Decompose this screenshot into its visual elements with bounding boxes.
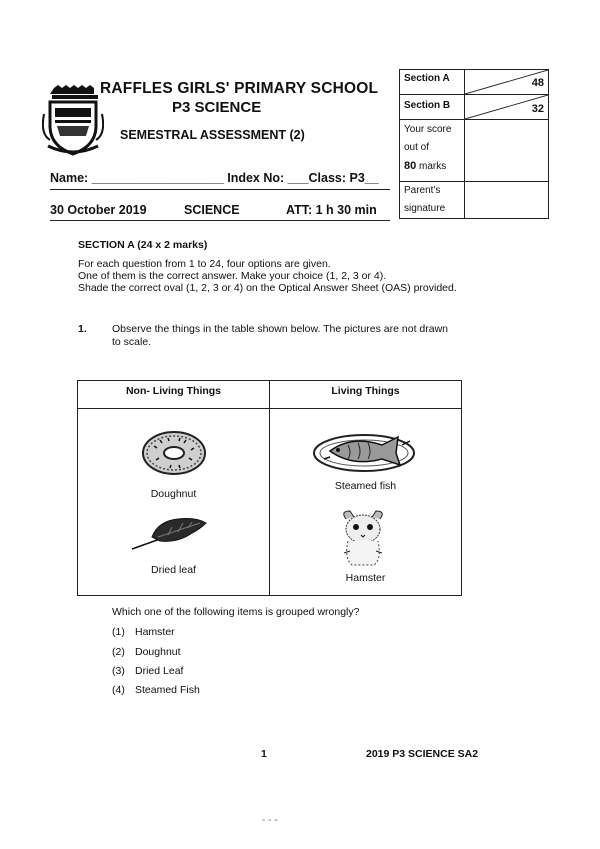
school-crest-icon	[42, 84, 104, 156]
question-text: Observe the things in the table shown below. The pictures are not drawn to scale.	[112, 323, 449, 348]
col-header-living: Living Things	[331, 385, 400, 397]
parent-signature-label: Parent's signature	[400, 182, 465, 219]
section-b-total-cell	[465, 95, 549, 120]
paper-name: SCIENCE	[184, 203, 240, 217]
assessment-title: SEMESTRAL ASSESSMENT (2)	[120, 128, 305, 142]
section-a-label: Section A	[400, 70, 465, 95]
section-b-total: 32	[531, 103, 544, 115]
option-2	[112, 646, 312, 660]
option-number: (1)	[112, 626, 125, 638]
name-index-class-line: Name: ___________________ Index No: ___Class: P3__	[50, 171, 379, 185]
header-rule-bottom	[50, 220, 390, 221]
hamster-icon	[338, 509, 388, 567]
option-4	[112, 684, 312, 698]
option-3	[112, 665, 312, 679]
item-steamed-fish: Steamed fish	[334, 480, 397, 492]
question-prompt: Which one of the following items is grouped wrongly?	[112, 606, 360, 618]
option-text: Steamed Fish	[135, 684, 200, 696]
bottom-marks: - - -	[262, 815, 278, 826]
item-dried-leaf: Dried leaf	[151, 564, 196, 576]
option-number: (4)	[112, 684, 125, 696]
option-text: Dried Leaf	[135, 665, 184, 677]
instruction-line: For each question from 1 to 24, four options are given.	[78, 258, 331, 270]
header-rule-top	[50, 189, 390, 190]
steamed-fish-icon	[312, 429, 416, 473]
section-a-instructions	[78, 259, 457, 294]
page-number: 1	[261, 748, 267, 760]
score-out-of-label: Your score out of 80 marks	[400, 120, 465, 182]
table-header-rule	[78, 408, 461, 409]
question-number: 1.	[78, 323, 87, 335]
score-box	[399, 69, 549, 219]
parent-signature-cell	[465, 182, 549, 219]
subject-title: P3 SCIENCE	[172, 99, 262, 116]
section-a-total: 48	[531, 77, 544, 89]
option-text: Doughnut	[135, 646, 181, 658]
paper-code: 2019 P3 SCIENCE SA2	[366, 748, 479, 760]
option-text: Hamster	[135, 626, 175, 638]
doughnut-icon	[140, 428, 208, 478]
school-name: RAFFLES GIRLS' PRIMARY SCHOOL	[100, 80, 379, 97]
classification-table	[77, 380, 462, 596]
section-a-title: SECTION A (24 x 2 marks)	[78, 239, 208, 251]
score-entry-cell	[465, 120, 549, 182]
section-b-label: Section B	[400, 95, 465, 120]
col-header-non-living: Non- Living Things	[125, 385, 222, 397]
dried-leaf-icon	[130, 515, 210, 553]
allotted-time: ATT: 1 h 30 min	[286, 203, 377, 217]
instruction-line: Shade the correct oval (1, 2, 3 or 4) on the Optical Answer Sheet (OAS) provided.	[78, 281, 457, 294]
option-1	[112, 626, 312, 640]
item-doughnut: Doughnut	[150, 488, 197, 500]
exam-date: 30 October 2019	[50, 203, 147, 217]
section-a-total-cell	[465, 70, 549, 95]
instruction-line: One of them is the correct answer. Make your choice (1, 2, 3 or 4).	[78, 269, 387, 282]
item-hamster: Hamster	[345, 572, 386, 584]
option-number: (3)	[112, 665, 125, 677]
option-number: (2)	[112, 646, 125, 658]
